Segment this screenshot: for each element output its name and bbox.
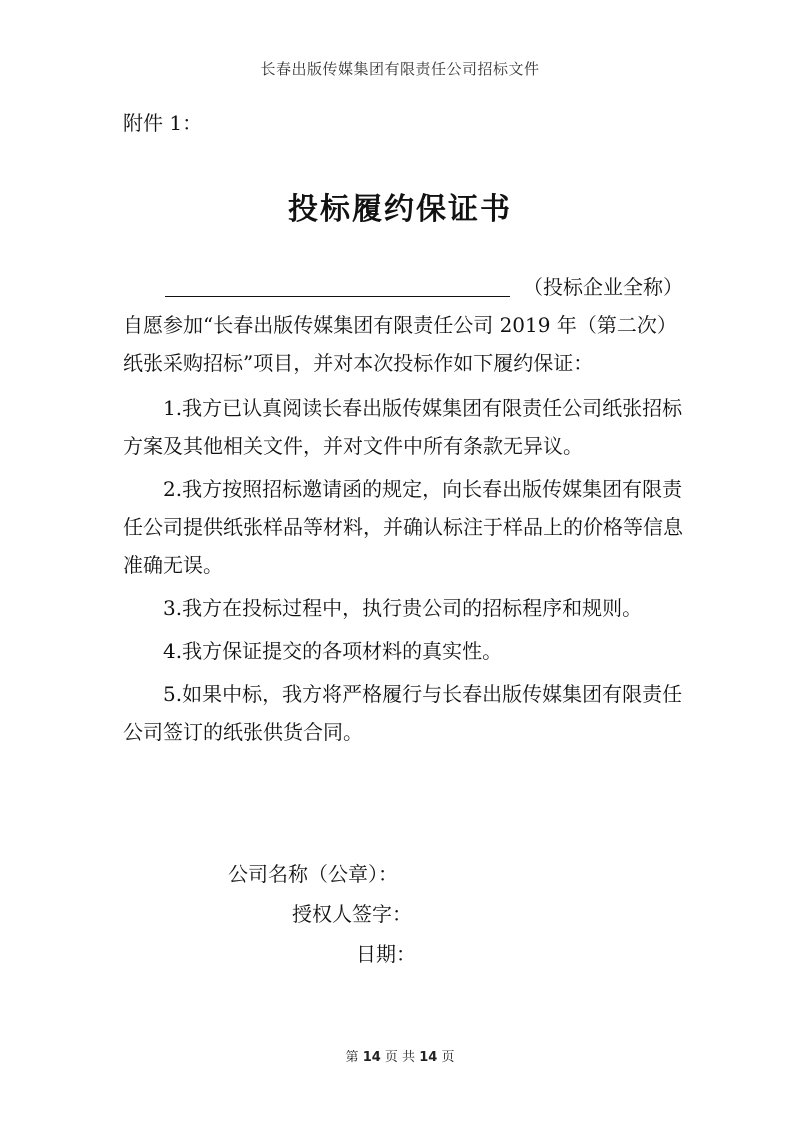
- guarantee-items: [123, 389, 683, 756]
- guarantee-item-1: 1.我方已认真阅读长春出版传媒集团有限责任公司纸张招标方案及其他相关文件，并对文件中所有条款无异议。: [123, 396, 683, 458]
- guarantee-item-4: 4.我方保证提交的各项材料的真实性。: [163, 639, 503, 663]
- document-title: 投标履约保证书: [288, 192, 512, 227]
- company-name-line: [123, 268, 683, 306]
- guarantee-item-5: 5.如果中标，我方将严格履行与长春出版传媒集团有限责任公司签订的纸张供货合同。: [123, 682, 683, 744]
- signature-company: 公司名称（公章）：: [228, 862, 398, 886]
- company-name-blank: [165, 296, 510, 297]
- footer-total-pages: 14: [419, 1050, 438, 1065]
- signature-date: 日期：: [356, 942, 416, 966]
- intro-paragraph: 自愿参加“长春出版传媒集团有限责任公司 2019 年（第二次）纸张采购招标”项目，并对本次投标作如下履约保证：: [123, 313, 677, 375]
- attachment-label: 附件 1：: [123, 111, 203, 135]
- running-header: 长春出版传媒集团有限责任公司招标文件: [260, 60, 540, 78]
- guarantee-item-2: 2.我方按照招标邀请函的规定，向长春出版传媒集团有限责任公司提供纸张样品等材料，并确认标注于样品上的价格等信息准确无误。: [123, 477, 683, 577]
- footer-suffix: 页: [441, 1050, 455, 1065]
- company-name-suffix: （投标企业全称）: [523, 275, 683, 299]
- footer-mid: 页 共: [384, 1050, 416, 1065]
- guarantee-item-3: 3.我方在投标过程中，执行贵公司的招标程序和规则。: [163, 596, 643, 620]
- signature-representative: 授权人签字：: [292, 902, 412, 926]
- page-number-footer: [0, 1046, 800, 1065]
- footer-current-page: 14: [362, 1050, 381, 1065]
- footer-prefix: 第: [345, 1050, 359, 1065]
